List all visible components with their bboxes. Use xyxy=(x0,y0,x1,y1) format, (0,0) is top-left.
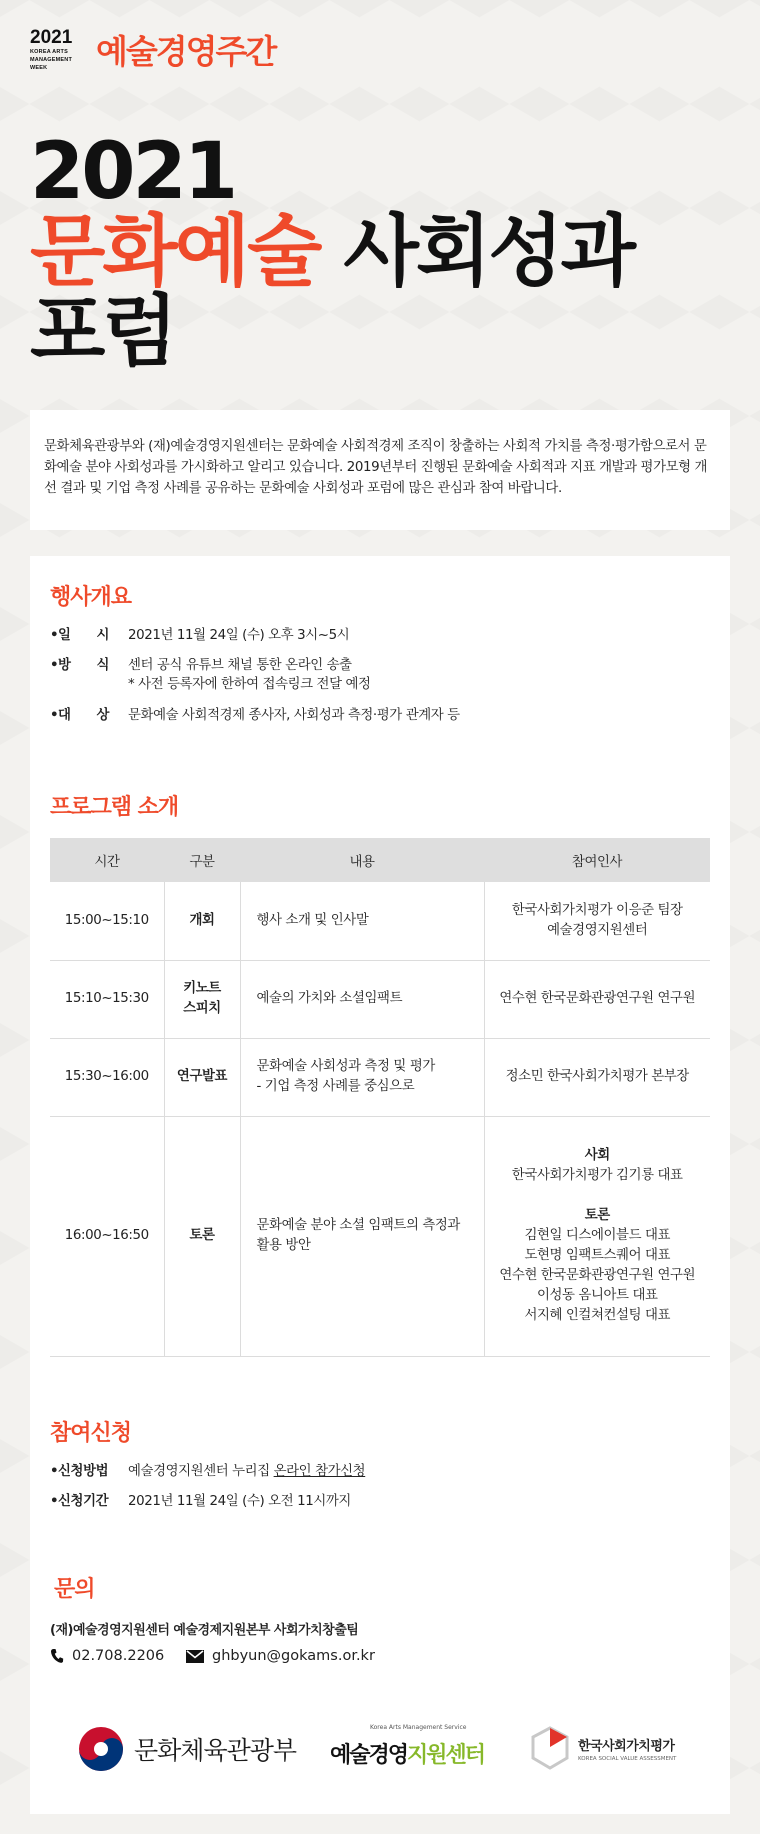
cell-time: 15:00~15:10 xyxy=(50,882,164,960)
hero-title xyxy=(30,127,633,377)
panel-names: 김현일 디스에이블드 대표 도현명 임팩트스퀘어 대표 연수현 한국문화관광연구원 연구원 이성동 옴니아트 대표 서지혜 인컬쳐컨설팅 대표 xyxy=(499,1228,696,1323)
cell-people: 한국사회가치평가 이응준 팀장 예술경영지원센터 xyxy=(484,882,710,960)
table-header-row xyxy=(50,838,710,882)
info-value: 2021년 11월 24일 (수) 오후 3시~5시 xyxy=(128,628,350,643)
logo-sub-3: WEEK xyxy=(30,64,48,71)
bullet-icon: • xyxy=(50,1494,59,1509)
table-row xyxy=(50,882,710,960)
cell-kind: 연구발표 xyxy=(164,1038,240,1116)
hero-line-2-rest: 사회성과 xyxy=(319,207,633,297)
bullet-icon: • xyxy=(50,658,59,673)
info-value xyxy=(128,1462,365,1481)
hexagon-cube-icon xyxy=(530,1726,570,1770)
table-row xyxy=(50,1116,710,1356)
program-table xyxy=(50,838,710,1357)
intro-text: 문화체육관광부와 (재)예술경영지원센터는 문화예술 사회적경제 조직이 창출하는 사회적 가치를 측정·평가함으로서 문화예술 분야 사회성과를 가시화하고 알리고 있습니다. 2019년부터 진행된 문화예술 사회적과 지표 개발과 평가모형 개선 결과 및 기업 측정 사례를 공유하는 문화예술 사회성과 포럼에 많은 관심과 참여 바랍니다. xyxy=(30,410,730,530)
ksva-en-name: KOREA SOCIAL VALUE ASSESSMENT xyxy=(578,1755,677,1762)
info-label: 일 시 xyxy=(58,628,110,643)
main-card xyxy=(30,556,730,1814)
arts-en-name: Korea Arts Management Service xyxy=(370,1724,467,1731)
panel-label: 토론 xyxy=(584,1208,610,1223)
info-value: 센터 공식 유튜브 채널 통한 온라인 송출 * 사전 등록자에 한하여 접속링크 전달 예정 xyxy=(128,658,371,692)
inquiry-org: (재)예술경영지원센터 예술경제지원본부 사회가치창출팀 xyxy=(50,1623,359,1638)
cell-time: 15:30~16:00 xyxy=(50,1038,164,1116)
header-kind: 구분 xyxy=(164,838,240,882)
logo-year: 2021 xyxy=(30,26,73,48)
info-value: 2021년 11월 24일 (수) 오전 11시까지 xyxy=(128,1494,351,1509)
cell-content: 문화예술 사회성과 측정 및 평가 - 기업 측정 사례를 중심으로 xyxy=(240,1038,484,1116)
registration-title: 참여신청 xyxy=(50,1421,132,1446)
table-row xyxy=(50,1038,710,1116)
register-link[interactable]: 온라인 참가신청 xyxy=(273,1464,366,1479)
registration-period xyxy=(50,1492,351,1511)
logo-sub-2: MANAGEMENT xyxy=(30,56,73,63)
logo-mcst xyxy=(78,1726,296,1772)
email-contact[interactable] xyxy=(186,1648,375,1664)
registration-method xyxy=(50,1462,365,1481)
email-address: ghbyun@gokams.or.kr xyxy=(212,1648,375,1664)
cell-kind: 개회 xyxy=(164,882,240,960)
info-label: 신청기간 xyxy=(58,1494,109,1509)
arts-ko-b: 지원센터 xyxy=(407,1743,485,1768)
cell-time: 16:00~16:50 xyxy=(50,1116,164,1356)
cell-content: 행사 소개 및 인사말 xyxy=(240,882,484,960)
cell-content: 문화예술 분야 소셜 임팩트의 측정과 활용 방안 xyxy=(240,1116,484,1356)
cell-people: 정소민 한국사회가치평가 본부장 xyxy=(484,1038,710,1116)
taeguk-emblem-icon xyxy=(78,1726,124,1772)
inquiry-title: 문의 xyxy=(54,1577,95,1602)
overview-item-date xyxy=(50,626,349,645)
bullet-icon: • xyxy=(50,1464,59,1479)
moderator-name: 한국사회가치평가 김기룡 대표 xyxy=(511,1168,683,1183)
mail-icon xyxy=(186,1650,204,1663)
header-people: 참여인사 xyxy=(484,838,710,882)
logo-title: 예술경영주간 xyxy=(96,32,276,71)
ksva-text xyxy=(570,1735,676,1762)
info-value-prefix: 예술경영지원센터 누리집 xyxy=(128,1464,274,1479)
cell-time: 15:10~15:30 xyxy=(50,960,164,1038)
header-time: 시간 xyxy=(50,838,164,882)
overview-title: 행사개요 xyxy=(50,585,132,610)
logo-ksva xyxy=(530,1726,676,1770)
info-label: 대 상 xyxy=(58,708,110,723)
hero-line-3: 포럼 xyxy=(30,287,175,377)
phone-contact[interactable] xyxy=(50,1648,164,1664)
arts-ko-a: 예술경영 xyxy=(330,1743,408,1768)
mcst-name: 문화체육관광부 xyxy=(134,1736,297,1765)
cell-content: 예술의 가치와 소셜임팩트 xyxy=(240,960,484,1038)
logo-year-block xyxy=(30,26,82,71)
logo-sub-1: KOREA ARTS xyxy=(30,48,68,55)
hero-year: 2021 xyxy=(30,127,236,217)
header-content: 내용 xyxy=(240,838,484,882)
info-value: 문화예술 사회적경제 종사자, 사회성과 측정·평가 관계자 등 xyxy=(128,708,460,723)
cell-people xyxy=(484,1116,710,1356)
hero-accent: 문화예술 xyxy=(30,207,320,297)
overview-item-method xyxy=(50,656,371,694)
info-label: 방 식 xyxy=(58,658,110,673)
arts-ko-name xyxy=(330,1738,484,1769)
bullet-icon: • xyxy=(50,628,59,643)
cell-people: 연수현 한국문화관광연구원 연구원 xyxy=(484,960,710,1038)
phone-number: 02.708.2206 xyxy=(72,1648,165,1664)
cell-kind: 키노트 스피치 xyxy=(164,960,240,1038)
sponsor-logos xyxy=(30,1716,730,1786)
moderator-label: 사회 xyxy=(584,1148,610,1163)
program-title: 프로그램 소개 xyxy=(50,795,179,820)
table-row xyxy=(50,960,710,1038)
overview-item-target xyxy=(50,706,460,725)
ksva-name: 한국사회가치평가 xyxy=(578,1738,675,1754)
phone-icon xyxy=(50,1648,64,1664)
cell-kind: 토론 xyxy=(164,1116,240,1356)
info-label: 신청방법 xyxy=(58,1464,109,1479)
event-logo xyxy=(30,26,275,73)
hero-line-2 xyxy=(30,207,633,297)
bullet-icon: • xyxy=(50,708,59,723)
